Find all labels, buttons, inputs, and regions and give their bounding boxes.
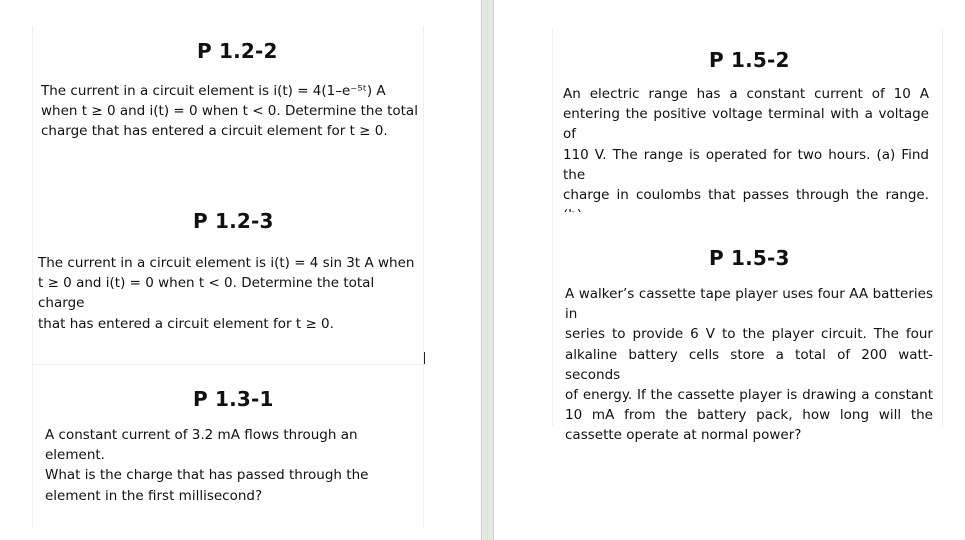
problem-text bbox=[45, 425, 421, 506]
text-line: An electric range has a constant current of 10 A bbox=[563, 86, 929, 102]
text-line: charge that has entered a circuit element for t ≥ 0. bbox=[41, 123, 388, 140]
text-line: The current in a circuit element is i(t) = 4(1–e⁻⁵ᵗ) A bbox=[41, 83, 386, 99]
problem-title: P 1.2-2 bbox=[197, 39, 278, 63]
problem-card-p1-3-1 bbox=[32, 364, 424, 528]
problem-text bbox=[41, 81, 423, 142]
text-cursor bbox=[424, 352, 425, 364]
text-line: that has entered a circuit element for t ≥ 0. bbox=[38, 315, 334, 332]
text-line: A walker’s cassette tape player uses four AA batteries in bbox=[565, 286, 933, 323]
problem-text bbox=[38, 253, 424, 334]
text-line: entering the positive voltage terminal with a voltage of bbox=[563, 106, 929, 143]
divider-stripe bbox=[486, 0, 488, 540]
problem-card-p1-5-2 bbox=[552, 28, 943, 212]
problem-text bbox=[565, 284, 933, 446]
text-line: t ≥ 0 and i(t) = 0 when t < 0. Determine the total charge bbox=[38, 275, 375, 312]
problem-title: P 1.2-3 bbox=[193, 209, 274, 233]
text-line: alkaline battery cells store a total of 200 watt-seconds bbox=[565, 346, 933, 383]
text-line: The current in a circuit element is i(t) = 4 sin 3t A when bbox=[38, 255, 415, 271]
text-line: cassette operate at normal power? bbox=[565, 427, 802, 444]
text-line: of energy. If the cassette player is drawing a constant bbox=[565, 387, 933, 404]
problem-title: P 1.3-1 bbox=[193, 387, 274, 411]
problem-title: P 1.5-3 bbox=[709, 246, 790, 270]
text-line: when t ≥ 0 and i(t) = 0 when t < 0. Determine the total bbox=[41, 103, 418, 120]
right-slide bbox=[494, 0, 965, 540]
text-line: A constant current of 3.2 mA flows through an element. bbox=[45, 427, 358, 464]
text-line: element in the first millisecond? bbox=[45, 487, 263, 504]
problem-title: P 1.5-2 bbox=[709, 48, 790, 72]
problem-card-p1-2-3 bbox=[32, 194, 424, 364]
text-line: series to provide 6 V to the player circuit. The four bbox=[565, 326, 933, 343]
left-slide bbox=[0, 0, 481, 540]
problem-card-p1-5-3 bbox=[552, 212, 943, 444]
text-line: charge in coulombs that passes through the range. bbox=[563, 187, 929, 204]
text-line: 110 V. The range is operated for two hours. (a) Find the bbox=[563, 146, 929, 183]
text-line: What is the charge that has passed through the bbox=[45, 467, 369, 484]
problem-card-p1-2-2 bbox=[32, 26, 424, 194]
text-line: 10 mA from the battery pack, how long will the bbox=[565, 407, 933, 424]
